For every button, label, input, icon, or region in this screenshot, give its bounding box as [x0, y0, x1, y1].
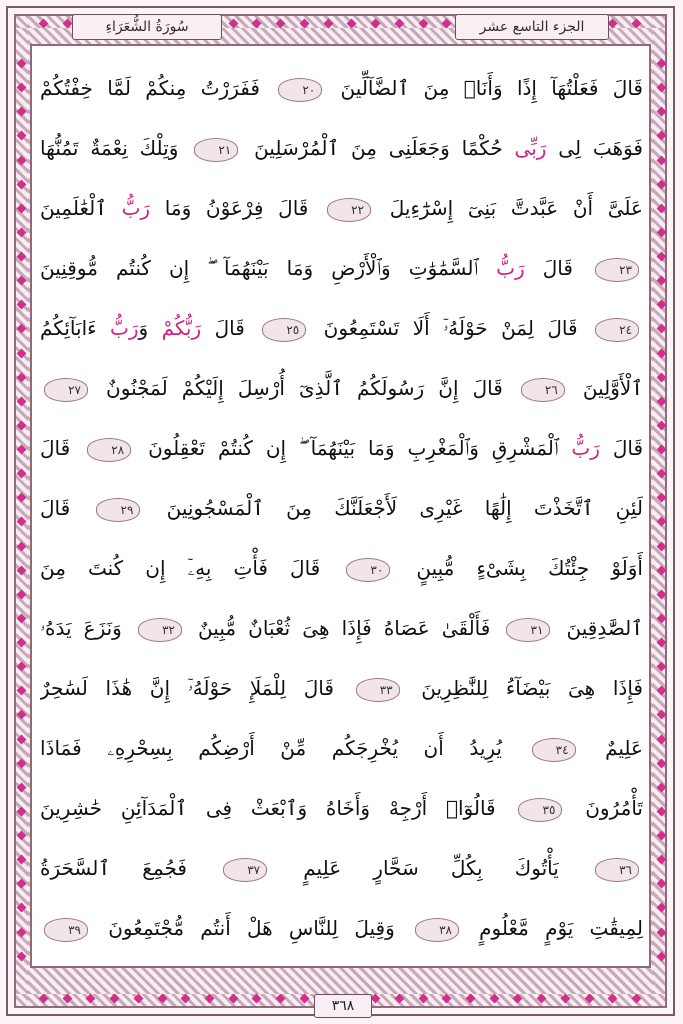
border-ornament [657, 179, 667, 189]
text-line [40, 536, 643, 600]
border-ornament [584, 994, 594, 1004]
border-ornament [608, 994, 618, 1004]
border-ornament [608, 19, 618, 29]
border-ornament [17, 203, 27, 213]
verse-text: قَالُوٓا۟ أَرْجِهْ وَأَخَاهُ وَٱبْعَثْ فِى ٱلْمَدَآئِنِ حَٰشِرِينَ [40, 796, 515, 820]
border-ornament [657, 493, 667, 503]
border-ornament [17, 469, 27, 479]
border-ornaments-left [18, 60, 25, 960]
text-line [40, 716, 643, 780]
border-ornament [657, 227, 667, 237]
border-ornament [657, 155, 667, 165]
border-ornament [17, 879, 27, 889]
border-ornament [110, 994, 120, 1004]
border-ornament [17, 662, 27, 672]
border-ornament [133, 994, 143, 1004]
border-ornament [17, 831, 27, 841]
border-ornament [489, 994, 499, 1004]
ayah-number-marker: ٣٠ [346, 558, 390, 582]
quran-text-area [40, 56, 643, 960]
border-ornament [442, 994, 452, 1004]
border-ornament [394, 19, 404, 29]
ayah-number-marker: ٢١ [194, 138, 238, 162]
border-ornament [537, 994, 547, 1004]
verse-text: لِمِيقَٰتِ يَوْمٍ مَّعْلُومٍ [462, 916, 643, 940]
border-ornament [394, 994, 404, 1004]
ayah-number-marker: ٣١ [506, 618, 550, 642]
border-ornament [17, 613, 27, 623]
ayah-number-marker: ٢٩ [96, 498, 140, 522]
border-ornament [657, 806, 667, 816]
verse-text: قَالَ [201, 316, 259, 340]
text-line [40, 896, 643, 960]
border-ornament [657, 83, 667, 93]
ayah-number-marker: ٢٤ [595, 318, 639, 342]
border-ornament [299, 19, 309, 29]
border-ornament [657, 710, 667, 720]
border-ornament [418, 994, 428, 1004]
border-ornament [371, 19, 381, 29]
border-ornament [560, 994, 570, 1004]
border-ornament [632, 994, 642, 1004]
border-ornament [657, 855, 667, 865]
verse-text: ءَابَآئِكُمُ [40, 316, 110, 340]
verse-text: قَالَ إِنَّ رَسُولَكُمُ ٱلَّذِىٓ أُرْسِلَ إِلَيْكُمْ لَمَجْنُونٌ [92, 376, 517, 400]
border-ornament [17, 155, 27, 165]
verse-text: وَ [138, 316, 162, 340]
highlighted-word: رَبُّ [109, 316, 139, 340]
verse-text: حُكْمًا وَجَعَلَنِى مِنَ ٱلْمُرْسَلِينَ [242, 136, 515, 160]
border-ornament [657, 638, 667, 648]
border-ornament [17, 734, 27, 744]
verse-text: فَإِذَا هِىَ بَيْضَآءُ لِلنَّٰظِرِينَ [403, 676, 643, 700]
border-ornament [657, 348, 667, 358]
ayah-number-marker: ٣٣ [356, 678, 400, 702]
verse-text: قَالَ [599, 436, 643, 460]
verse-text: ٱلْعَٰلَمِينَ [40, 196, 122, 220]
verse-text: قَالَ [40, 436, 84, 460]
verse-text: ٱلسَّمَٰوَٰتِ وَٱلْأَرْضِ وَمَا بَيْنَهُمَآ ۖ إِن كُنتُم مُّوقِنِينَ [40, 256, 497, 280]
border-ornament [157, 994, 167, 1004]
text-line [40, 476, 643, 540]
juz-name-header: الجزء التاسع عشر [455, 14, 609, 40]
border-ornament [17, 131, 27, 141]
border-ornament [17, 445, 27, 455]
border-ornament [657, 203, 667, 213]
verse-text: قَالَ لِلْمَلَإِ حَوْلَهُۥٓ إِنَّ هَٰذَا لَسَٰحِرٌ [40, 676, 352, 700]
border-ornament [228, 994, 238, 1004]
verse-text: قَالَ فِرْعَوْنُ وَمَا [150, 196, 324, 220]
border-ornament [657, 324, 667, 334]
border-ornament [17, 420, 27, 430]
ayah-number-marker: ٢٦ [521, 378, 565, 402]
border-ornament [17, 83, 27, 93]
border-ornament [418, 19, 428, 29]
border-ornament [632, 19, 642, 29]
text-line [40, 776, 643, 840]
border-ornament [657, 951, 667, 961]
text-line [40, 656, 643, 720]
text-line [40, 116, 643, 180]
ayah-number-marker: ٢٢ [327, 198, 371, 222]
border-ornament [17, 372, 27, 382]
verse-text: عَلَىَّ أَنْ عَبَّدتَّ بَنِىٓ إِسْرَٰٓءِيلَ [375, 196, 643, 220]
border-ornament [657, 445, 667, 455]
border-ornament [299, 994, 309, 1004]
border-ornament [657, 662, 667, 672]
border-ornament [17, 227, 27, 237]
ayah-number-marker: ٢٣ [595, 258, 639, 282]
border-ornament [657, 613, 667, 623]
ayah-number-marker: ٣٩ [44, 918, 88, 942]
border-ornament [17, 758, 27, 768]
border-ornament [39, 19, 49, 29]
verse-text: فَوَهَبَ لِى [546, 136, 643, 160]
border-ornament [657, 469, 667, 479]
border-ornament [657, 903, 667, 913]
border-ornament [17, 396, 27, 406]
border-ornament [17, 179, 27, 189]
border-ornament [17, 927, 27, 937]
border-ornament [17, 686, 27, 696]
ayah-number-marker: ٣٤ [532, 738, 576, 762]
highlighted-word: رَبُّ [121, 196, 151, 220]
border-ornament [657, 541, 667, 551]
border-ornament [17, 903, 27, 913]
border-ornament [39, 994, 49, 1004]
border-ornament [371, 994, 381, 1004]
page-number: ٣٦٨ [314, 994, 372, 1018]
verse-text: تَأْمُرُونَ [566, 796, 643, 820]
verse-text: فَفَرَرْتُ مِنكُمْ لَمَّا خِفْتُكُمْ [40, 76, 275, 100]
border-ornament [657, 252, 667, 262]
border-ornament [513, 994, 523, 1004]
verse-text: وَقِيلَ لِلنَّاسِ هَلْ أَنتُم مُّجْتَمِعُونَ [92, 916, 411, 940]
border-ornament [181, 994, 191, 1004]
border-ornament [17, 517, 27, 527]
border-ornament [17, 710, 27, 720]
border-ornament [17, 565, 27, 575]
verse-text: قَالَ فَأْتِ بِهِۦٓ إِن كُنتَ مِنَ [40, 556, 343, 580]
border-ornament [252, 994, 262, 1004]
highlighted-word: رَبُّ [496, 256, 525, 280]
border-ornament [657, 782, 667, 792]
verse-text: يُرِيدُ أَن يُخْرِجَكُم مِّنْ أَرْضِكُم بِسِحْرِهِۦ فَمَاذَا [40, 736, 528, 760]
verse-text: عَلِيمٌ [579, 736, 643, 760]
verse-text: ٱلْأَوَّلِينَ [568, 376, 643, 400]
border-ornament [252, 19, 262, 29]
text-line [40, 836, 643, 900]
border-ornament [17, 252, 27, 262]
highlighted-word: رَبُّ [571, 436, 600, 460]
border-ornament [17, 324, 27, 334]
ayah-number-marker: ٢٨ [87, 438, 131, 462]
ayah-number-marker: ٢٧ [44, 378, 88, 402]
ayah-number-marker: ٢٥ [262, 318, 306, 342]
border-ornament [657, 372, 667, 382]
text-line [40, 596, 643, 660]
border-ornament [657, 879, 667, 889]
border-ornament [657, 107, 667, 117]
ayah-number-marker: ٣٨ [415, 918, 459, 942]
border-ornament [17, 541, 27, 551]
ayah-number-marker: ٢٠ [278, 78, 322, 102]
verse-text: لَئِنِ ٱتَّخَذْتَ إِلَٰهًا غَيْرِى لَأَجْعَلَنَّكَ مِنَ ٱلْمَسْجُونِينَ [144, 496, 643, 520]
border-ornament [17, 782, 27, 792]
verse-text: فَجُمِعَ ٱلسَّحَرَةُ [40, 856, 220, 880]
border-ornament [657, 589, 667, 599]
verse-text: قَالَ [524, 256, 591, 280]
border-ornament [17, 276, 27, 286]
border-ornament [86, 994, 96, 1004]
border-ornament [657, 300, 667, 310]
text-line [40, 356, 643, 420]
border-ornament [276, 994, 286, 1004]
verse-text: قَالَ [40, 496, 93, 520]
border-ornament [657, 276, 667, 286]
border-ornament [442, 19, 452, 29]
border-ornament [657, 565, 667, 575]
border-ornament [657, 396, 667, 406]
verse-text: وَتِلْكَ نِعْمَةٌ تَمُنُّهَا [40, 136, 191, 160]
border-ornament [17, 638, 27, 648]
border-ornament [17, 951, 27, 961]
verse-text: يَأْتُوكَ بِكُلِّ سَحَّارٍ عَلِيمٍ [271, 856, 591, 880]
highlighted-word: رَبُّكُمْ [161, 316, 202, 340]
border-ornament [62, 19, 72, 29]
border-ornament [657, 420, 667, 430]
border-ornament [657, 131, 667, 141]
border-ornament [657, 831, 667, 841]
border-ornament [276, 19, 286, 29]
border-ornament [657, 517, 667, 527]
text-line [40, 296, 643, 360]
verse-text: ٱلْمَشْرِقِ وَٱلْمَغْرِبِ وَمَا بَيْنَهُمَآ ۖ إِن كُنتُمْ تَعْقِلُونَ [135, 436, 572, 460]
border-ornament [17, 806, 27, 816]
border-ornament [657, 927, 667, 937]
border-ornament [17, 348, 27, 358]
verse-text: وَنَزَعَ يَدَهُۥ [40, 616, 134, 640]
highlighted-word: رَبِّى [514, 136, 547, 160]
verse-text: ٱلصَّٰدِقِينَ [554, 616, 643, 640]
verse-text: أَوَلَوْ جِئْتُكَ بِشَىْءٍ مُّبِينٍ [394, 556, 643, 580]
verse-text: فَأَلْقَىٰ عَصَاهُ فَإِذَا هِىَ ثُعْبَانٌ مُّبِينٌ [185, 616, 503, 640]
border-ornament [657, 758, 667, 768]
border-ornament [228, 19, 238, 29]
border-ornament [205, 994, 215, 1004]
ayah-number-marker: ٣٧ [223, 858, 267, 882]
border-ornament [323, 19, 333, 29]
text-line [40, 416, 643, 480]
border-ornament [62, 994, 72, 1004]
verse-text: قَالَ لِمَنْ حَوْلَهُۥٓ أَلَا تَسْتَمِعُونَ [310, 316, 592, 340]
border-ornament [17, 107, 27, 117]
text-line [40, 176, 643, 240]
text-line [40, 236, 643, 300]
border-ornament [17, 855, 27, 865]
border-ornament [17, 59, 27, 69]
border-ornament [17, 300, 27, 310]
border-ornament [657, 59, 667, 69]
surah-name-header: سُورَةُ الشُّعَرَاءِ [72, 14, 222, 40]
border-ornament [17, 493, 27, 503]
border-ornament [465, 994, 475, 1004]
ayah-number-marker: ٣٦ [595, 858, 639, 882]
ayah-number-marker: ٣٥ [518, 798, 562, 822]
ayah-number-marker: ٣٢ [138, 618, 182, 642]
verse-text: قَالَ فَعَلْتُهَآ إِذًا وَأَنَا۠ مِنَ ٱلضَّآلِّينَ [326, 76, 643, 100]
border-ornament [657, 686, 667, 696]
border-ornament [17, 589, 27, 599]
text-line [40, 56, 643, 120]
border-ornament [657, 734, 667, 744]
border-ornaments-right [658, 60, 665, 960]
border-ornament [347, 19, 357, 29]
